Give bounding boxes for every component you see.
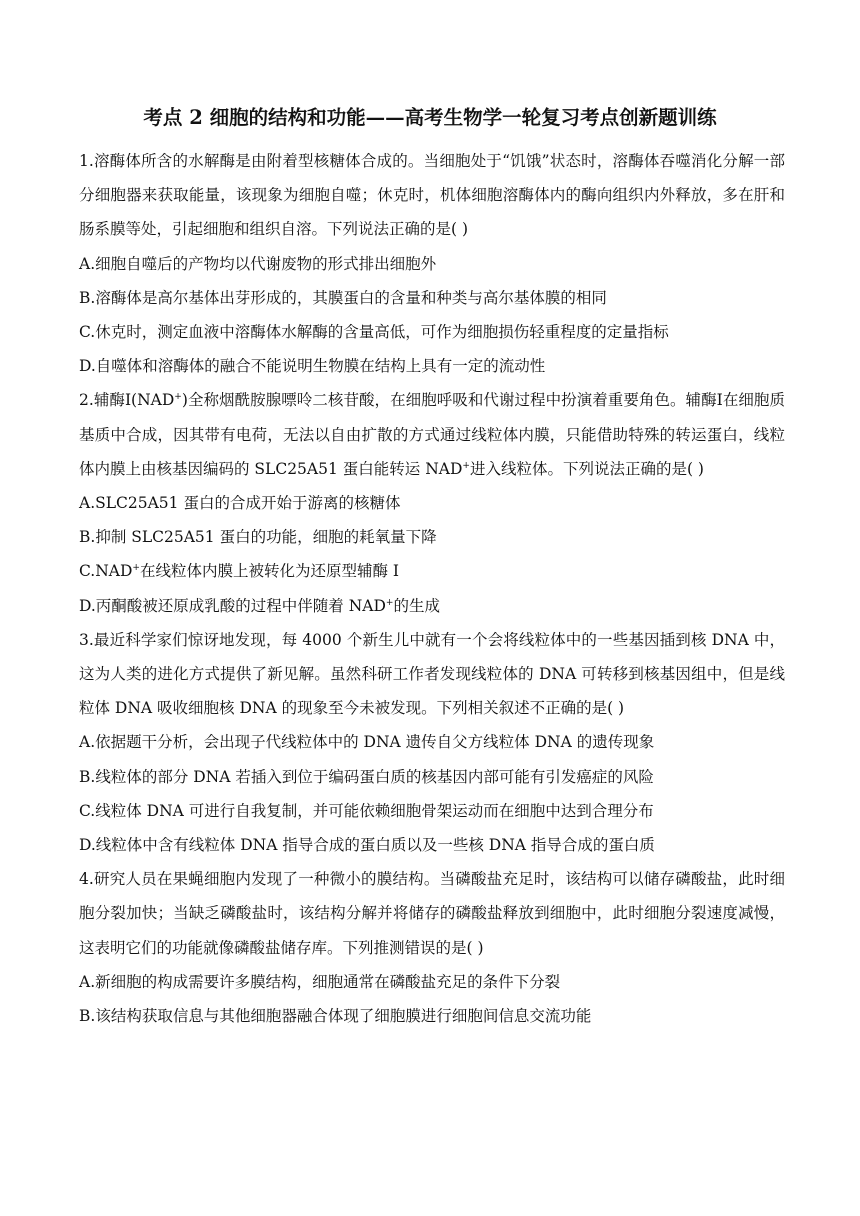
question-4-stem: 4.研究人员在果蝇细胞内发现了一种微小的膜结构。当磷酸盐充足时，该结构可以储存磷酸盐，此时细胞分裂加快；当缺乏磷酸盐时，该结构分解并将储存的磷酸盐释放到细胞中，此时细胞分裂速度减慢，这表明它们的功能就像磷酸盐储存库。下列推测错误的是( ) bbox=[79, 870, 785, 957]
question-1-option-a: A.细胞自噬后的产物均以代谢废物的形式排出细胞外 bbox=[79, 254, 437, 273]
question-2-option-a bbox=[79, 486, 785, 520]
question-2-option-c bbox=[79, 554, 785, 588]
option-text: B.抑制 SLC25A51 蛋白的功能，细胞的耗氧量下降 bbox=[79, 528, 437, 547]
option-text: D.丙酮酸被还原成乳酸的过程中伴随着 NAD bbox=[79, 596, 386, 615]
superscript: + bbox=[132, 563, 140, 574]
superscript: + bbox=[174, 392, 182, 403]
stem-text: )全称烟酰胺腺嘌呤二核苷酸，在细胞呼吸和代谢过程中扮演着重要角色。辅酶I在细胞质基质中合成，因其带有电荷，无法以自由扩散的方式通过线粒体内膜，只能借助特殊的转运蛋白，线粒体内膜上由核基因编码的 SLC25A51 蛋白能转运 NAD bbox=[79, 391, 785, 478]
question-3-option-a: A.依据题干分析，会出现子代线粒体中的 DNA 遗传自父方线粒体 DNA 的遗传现象 bbox=[79, 733, 655, 752]
question-4-option-b: B.该结构获取信息与其他细胞器融合体现了细胞膜进行细胞间信息交流功能 bbox=[79, 1007, 592, 1026]
question-3-option-d: D.线粒体中含有线粒体 DNA 指导合成的蛋白质以及一些核 DNA 指导合成的蛋白质 bbox=[79, 836, 655, 855]
superscript: + bbox=[385, 597, 394, 608]
superscript: + bbox=[462, 460, 470, 471]
question-4-option-a: A.新细胞的构成需要许多膜结构，细胞通常在磷酸盐充足的条件下分裂 bbox=[79, 972, 561, 991]
question-1-option-b: B.溶酶体是高尔基体出芽形成的，其膜蛋白的含量和种类与高尔基体膜的相同 bbox=[79, 288, 607, 307]
question-1-stem: 1.溶酶体所含的水解酶是由附着型核糖体合成的。当细胞处于“饥饿”状态时，溶酶体吞噬消化分解一部分细胞器来获取能量，该现象为细胞自噬；休克时，机体细胞溶酶体内的酶向组织内外释放，多在肝和肠系膜等处，引起细胞和组织自溶。下列说法正确的是( ) bbox=[79, 152, 785, 239]
stem-text: 2.辅酶I(NAD bbox=[79, 391, 175, 410]
question-3-option-c: C.线粒体 DNA 可进行自我复制，并可能依赖细胞骨架运动而在细胞中达到合理分布 bbox=[79, 801, 654, 820]
document-body bbox=[79, 144, 785, 1033]
question-2-option-d bbox=[79, 589, 785, 623]
question-2-option-b bbox=[79, 520, 785, 554]
stem-text: 进入线粒体。下列说法正确的是( ) bbox=[469, 459, 704, 478]
option-text: A.SLC25A51 蛋白的合成开始于游离的核糖体 bbox=[79, 494, 401, 513]
question-1-option-d: D.自噬体和溶酶体的融合不能说明生物膜在结构上具有一定的流动性 bbox=[79, 357, 546, 376]
option-text: 的生成 bbox=[393, 596, 440, 615]
option-text: C.NAD bbox=[79, 562, 133, 581]
question-2-stem bbox=[79, 383, 785, 486]
question-1-option-c: C.休克时，测定血液中溶酶体水解酶的含量高低，可作为细胞损伤轻重程度的定量指标 bbox=[79, 323, 669, 342]
option-text: 在线粒体内膜上被转化为还原型辅酶 I bbox=[139, 562, 400, 581]
question-3-stem: 3.最近科学家们惊讶地发现，每 4000 个新生儿中就有一个会将线粒体中的一些基因插到核 DNA 中，这为人类的进化方式提供了新见解。虽然科研工作者发现线粒体的 DNA 可转移到核基因组中，但是线粒体 DNA 吸收细胞核 DNA 的现象至今未被发现。下列相关叙述不正确的是( ) bbox=[79, 630, 785, 718]
document-title: 考点 2 细胞的结构和功能——高考生物学一轮复习考点创新题训练 bbox=[143, 106, 717, 129]
question-3-option-b: B.线粒体的部分 DNA 若插入到位于编码蛋白质的核基因内部可能有引发癌症的风险 bbox=[79, 767, 654, 786]
